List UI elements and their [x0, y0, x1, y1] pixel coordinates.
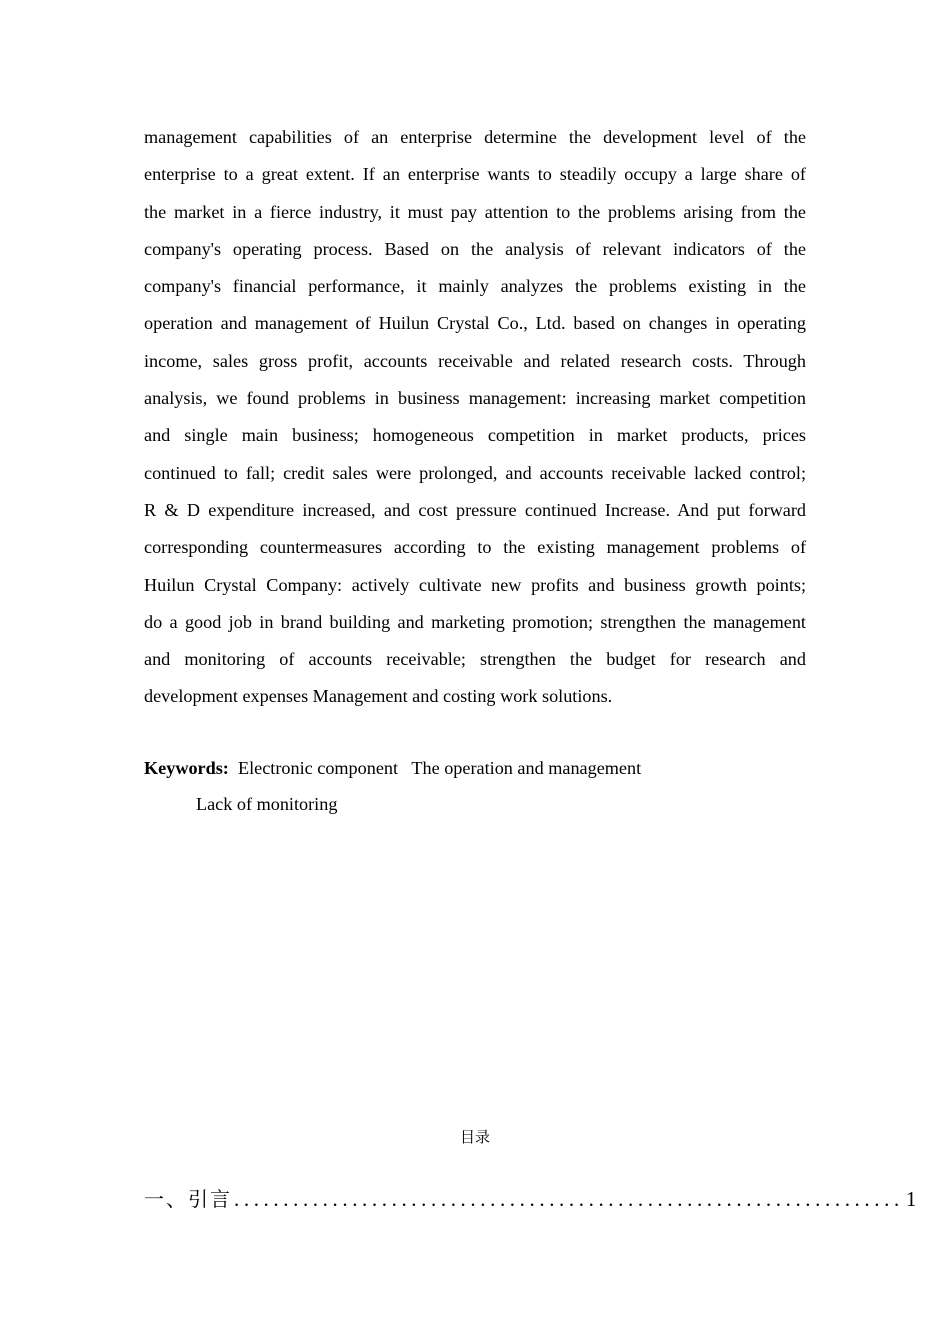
keywords-line: [144, 752, 641, 784]
abstract-body: [144, 121, 806, 718]
abstract-line: the market in a fierce industry, it must pay attention to the problems arising from the: [144, 201, 806, 222]
abstract-line: analysis, we found problems in business management: increasing market competition: [144, 388, 806, 409]
keywords-continuation: Lack of monitoring: [196, 794, 338, 814]
abstract-line: operation and management of Huilun Crystal Co., Ltd. based on changes in operating: [144, 313, 806, 334]
abstract-line: continued to fall; credit sales were prolonged, and accounts receivable lacked control;: [144, 462, 806, 483]
abstract-line: management capabilities of an enterprise determine the development level of the: [144, 127, 806, 147]
toc-entry-label: 一、引言: [144, 1187, 232, 1211]
toc-title: 目录: [459, 1128, 490, 1146]
abstract-line: development expenses Management and costing work solutions.: [144, 686, 613, 707]
toc-entry-page: 1: [905, 1187, 917, 1211]
abstract-line: company's financial performance, it mainly analyzes the problems existing in the: [144, 276, 806, 297]
abstract-line: enterprise to a great extent. If an enterprise wants to steadily occupy a large share of: [144, 164, 806, 185]
keywords-text: Electronic component The operation and management: [237, 758, 642, 778]
abstract-line: income, sales gross profit, accounts receivable and related research costs. Through: [144, 350, 806, 371]
toc-entry[interactable]: [144, 1184, 917, 1214]
abstract-line: and single main business; homogeneous competition in market products, prices: [144, 425, 806, 446]
toc-entry-leader: ....................................................................: [234, 1187, 904, 1211]
keywords-label: Keywords:: [144, 758, 229, 778]
abstract-line: corresponding countermeasures according to the existing management problems of: [144, 537, 806, 558]
abstract-line: R & D expenditure increased, and cost pressure continued Increase. And put forward: [144, 499, 806, 520]
abstract-line: Huilun Crystal Company: actively cultivate new profits and business growth points;: [144, 574, 806, 595]
abstract-line: do a good job in brand building and marketing promotion; strengthen the management: [144, 611, 806, 632]
abstract-line: company's operating process. Based on the analysis of relevant indicators of the: [144, 238, 806, 259]
abstract-line: and monitoring of accounts receivable; strengthen the budget for research and: [144, 649, 806, 670]
